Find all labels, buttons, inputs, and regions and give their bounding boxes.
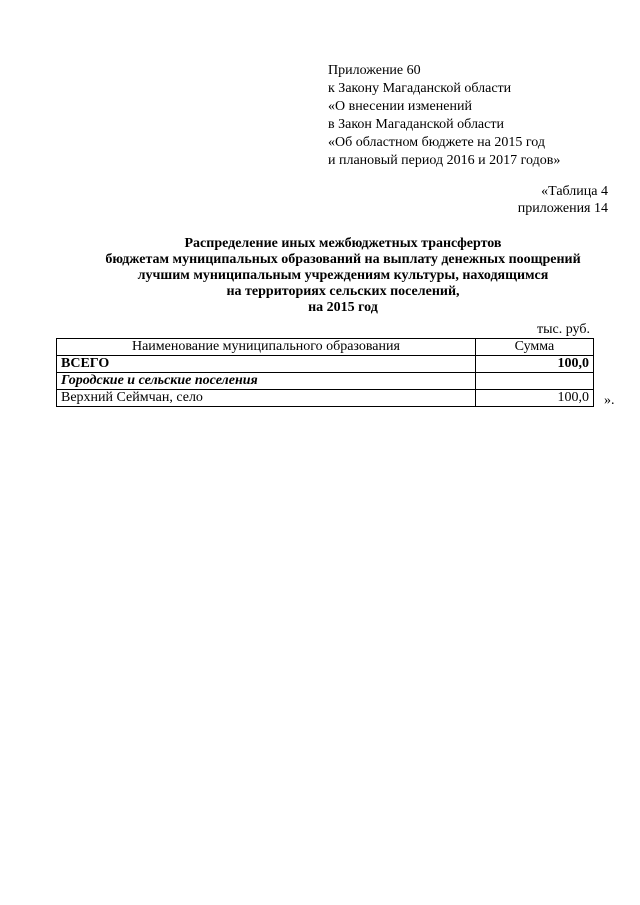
row-name: Верхний Сеймчан, село <box>57 390 476 407</box>
units-label: тыс. руб. <box>537 322 590 337</box>
document-title <box>56 236 630 316</box>
table-reference <box>518 183 608 217</box>
group-value <box>475 373 593 390</box>
appendix-line: к Закону Магаданской области <box>328 81 512 96</box>
title-line: на 2015 год <box>308 300 378 315</box>
distribution-table <box>56 338 594 407</box>
table-reference-line: приложения 14 <box>517 201 608 216</box>
title-line: на территориях сельских поселений, <box>226 284 460 299</box>
appendix-line: в Закон Магаданской области <box>328 117 504 132</box>
table-total-row <box>57 356 594 373</box>
table-header-row <box>57 339 594 356</box>
title-line: лучшим муниципальным учреждениям культуры, находящимся <box>137 268 549 283</box>
column-header-sum: Сумма <box>475 339 593 356</box>
column-header-name: Наименование муниципального образования <box>57 339 476 356</box>
table-row <box>57 390 594 407</box>
row-value: 100,0 <box>475 390 593 407</box>
appendix-line: «Об областном бюджете на 2015 год <box>328 135 545 150</box>
table-group-row <box>57 373 594 390</box>
appendix-line: «О внесении изменений <box>328 99 472 114</box>
group-label: Городские и сельские поселения <box>57 373 476 390</box>
appendix-line: и плановый период 2016 и 2017 годов» <box>328 153 561 168</box>
title-line: бюджетам муниципальных образований на выплату денежных поощрений <box>105 252 581 267</box>
appendix-line: Приложение 60 <box>328 63 421 78</box>
title-line: Распределение иных межбюджетных трансфертов <box>184 236 502 251</box>
table-reference-line: «Таблица 4 <box>541 184 608 199</box>
appendix-header <box>328 62 560 170</box>
total-label: ВСЕГО <box>57 356 476 373</box>
total-value: 100,0 <box>475 356 593 373</box>
closing-quote-mark: ». <box>604 393 615 408</box>
